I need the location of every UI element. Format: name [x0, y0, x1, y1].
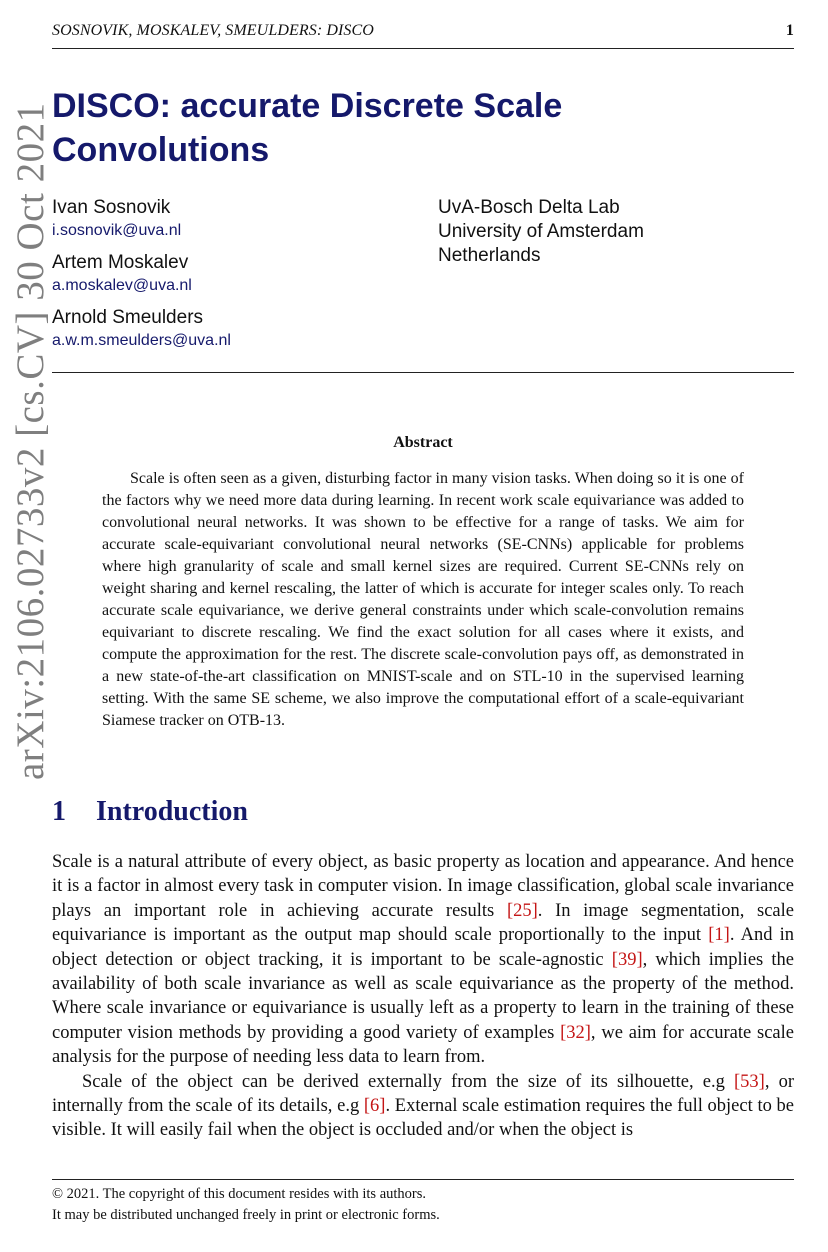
- section-number: 1: [52, 796, 66, 827]
- citation-link[interactable]: [25]: [506, 900, 538, 921]
- affiliation: [438, 196, 778, 268]
- author-block: [52, 196, 412, 251]
- text-run: Scale is a natural attribute of every object, as basic property as location and appearance. And hence it is a factor in almost every task in computer vision. In image classification, global scale invariance plays an important role in achieving accurate results: [52, 852, 794, 921]
- author-email-link[interactable]: a.moskalev@uva.nl: [52, 277, 192, 294]
- running-head-title: SOSNOVIK, MOSKALEV, SMEULDERS: DISCO: [52, 22, 374, 39]
- citation-link[interactable]: [32]: [560, 1022, 591, 1043]
- author-block: [52, 306, 412, 361]
- abstract-text: Scale is often seen as a given, disturbing factor in many vision tasks. When doing so it is one of the factors why we need more data during learning. In recent work scale equivariance was added to convolutional neural networks. It was shown to be effective for a range of tasks. We aim for accurate scale-equivariant convolutional neural networks (SE-CNNs) applicable for problems where high granularity of scale and small kernel sizes are required. Current SE-CNNs rely on weight sharing and kernel rescaling, the latter of which is accurate for integer scales only. To reach accurate scale equivariance, we derive general constraints under which scale-convolution remains equivariant to discrete rescaling. We find the exact solution for all cases where it exists, and compute the approximation for the rest. The discrete scale-convolution pays off, as demonstrated in a new state-of-the-art classification on MNIST-scale and on STL-10 in the supervised learning setting. With the same SE scheme, we also improve the computational effort of a scale-equivariant Siamese tracker on OTB-13.: [102, 470, 744, 729]
- citation-link[interactable]: [1]: [708, 925, 730, 946]
- body-text: [52, 850, 794, 1143]
- running-head: [52, 22, 794, 44]
- section-heading: [52, 796, 248, 828]
- author-name: Arnold Smeulders: [52, 307, 204, 328]
- affiliation-line: University of Amsterdam: [438, 221, 644, 242]
- text-run: . External scale estimation requires the full object to be visible. It will easily fail when the object is occluded and/or when the object is: [52, 1096, 794, 1141]
- title-rule: [52, 372, 794, 373]
- paper-title: DISCO: accurate Discrete Scale Convolutions: [52, 87, 563, 169]
- text-run: . In image segmentation, scale equivariance is important as the output map should scale proportionally to the input: [52, 900, 794, 946]
- license-line: It may be distributed unchanged freely in print or electronic forms.: [52, 1207, 440, 1223]
- citation-link[interactable]: [6]: [363, 1096, 386, 1117]
- citation-link[interactable]: [39]: [611, 949, 643, 970]
- text-run: , or internally from the scale of its details, e.g: [52, 1071, 794, 1117]
- paragraph: [52, 1070, 794, 1143]
- copyright-footer: [52, 1184, 794, 1226]
- author-email-link[interactable]: a.w.m.smeulders@uva.nl: [52, 332, 231, 349]
- author-block: [52, 251, 412, 306]
- citation-link[interactable]: [53]: [733, 1071, 765, 1092]
- text-run: , which implies the availability of both scale invariance as well as scale equivariance as the property of the method. Where scale invariance or equivariance is usually left as a property to learn in the training of these computer vision methods by providing a good variety of examples: [52, 949, 794, 1043]
- section-title: Introduction: [96, 796, 248, 827]
- author-name: Artem Moskalev: [52, 252, 189, 273]
- page-number: 1: [785, 22, 794, 39]
- affiliation-line: Netherlands: [438, 245, 541, 266]
- copyright-line: © 2021. The copyright of this document resides with its authors.: [52, 1186, 427, 1202]
- affiliation-line: UvA-Bosch Delta Lab: [438, 197, 620, 218]
- text-run: Scale of the object can be derived externally from the size of its silhouette, e.g: [82, 1071, 734, 1092]
- text-run: . And in object detection or object tracking, it is important to be scale-agnostic: [52, 925, 794, 970]
- arxiv-stamp: arXiv:2106.02733v2 [cs.CV] 30 Oct 2021: [9, 102, 52, 780]
- abstract-heading: Abstract: [393, 434, 453, 451]
- header-rule: [52, 48, 794, 49]
- author-list: [52, 196, 412, 361]
- footer-rule: [52, 1179, 794, 1180]
- text-run: , we aim for accurate scale analysis for the purpose of needing less data to learn from.: [52, 1022, 794, 1068]
- author-email-link[interactable]: i.sosnovik@uva.nl: [52, 222, 182, 239]
- author-name: Ivan Sosnovik: [52, 197, 171, 218]
- paragraph: [52, 850, 794, 1070]
